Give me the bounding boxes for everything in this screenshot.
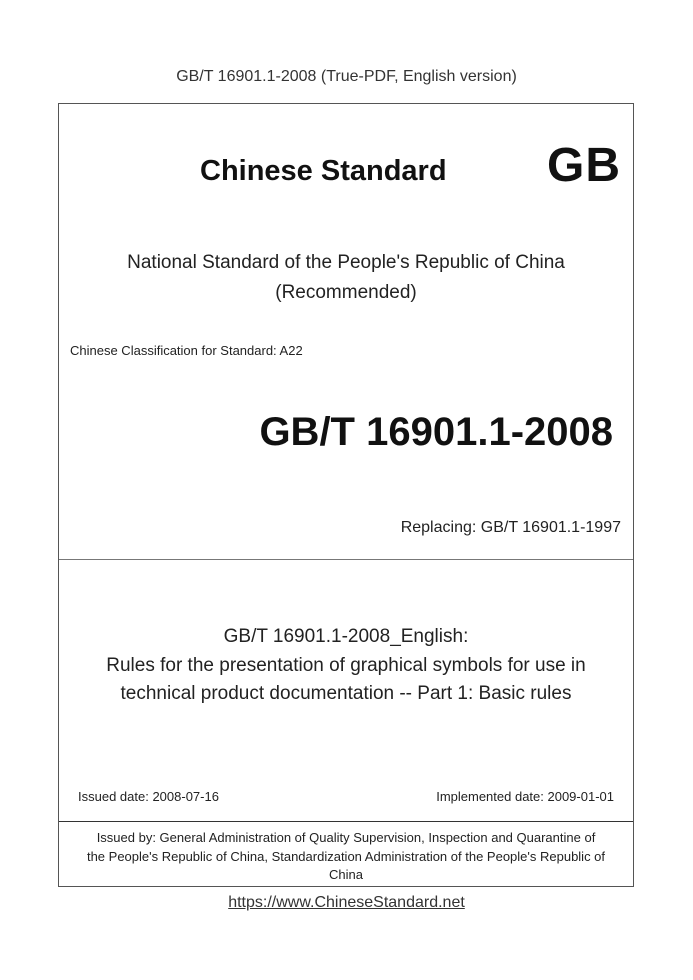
standard-number: GB/T 16901.1-2008 (259, 410, 613, 454)
issuer-line: the People's Republic of China, Standardization Administration of the People's Republic of (86, 849, 606, 864)
brand-title: Chinese Standard (200, 155, 447, 187)
issued-date: Issued date: 2008-07-16 (78, 789, 219, 804)
brand-code: GB (547, 139, 621, 192)
header-title: GB/T 16901.1-2008 (True-PDF, English version) (176, 68, 517, 85)
classification-text: Chinese Classification for Standard: A22 (70, 343, 303, 358)
national-standard-line: National Standard of the People's Republic of China (127, 252, 565, 273)
replacing-text: Replacing: GB/T 16901.1-1997 (400, 519, 621, 536)
website-link[interactable]: https://www.ChineseStandard.net (228, 894, 465, 911)
issuer-section (59, 822, 633, 888)
issuer-line: China (329, 867, 363, 882)
recommended-label: (Recommended) (275, 282, 417, 303)
document-title-line: technical product documentation -- Part 1: Basic rules (120, 683, 572, 704)
document-title-line: GB/T 16901.1-2008_English: (223, 626, 469, 647)
cover-top-section (59, 104, 633, 560)
document-title-section (59, 560, 633, 822)
issuer-line: Issued by: General Administration of Quality Supervision, Inspection and Quarantine of (96, 830, 596, 845)
cover-frame (58, 103, 634, 887)
document-title-line: Rules for the presentation of graphical symbols for use in (106, 655, 586, 676)
implemented-date: Implemented date: 2009-01-01 (436, 789, 614, 804)
